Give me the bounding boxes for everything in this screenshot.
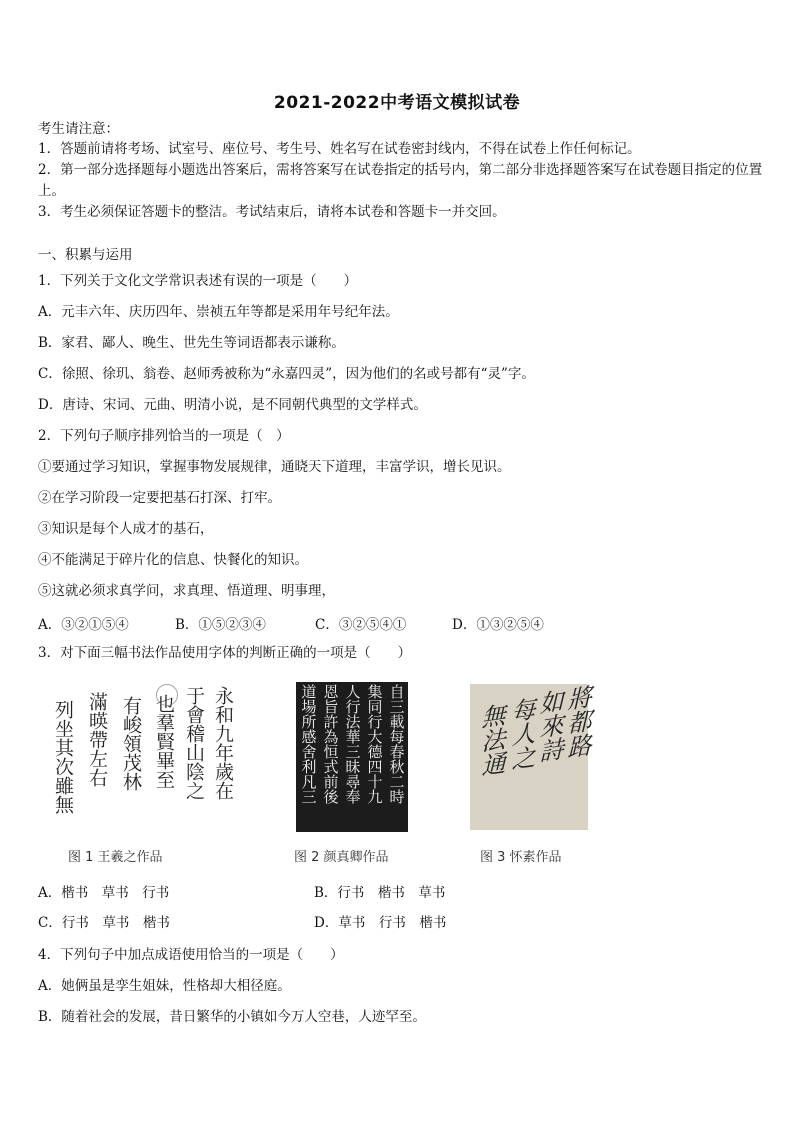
fig2-col-3: 人行法華三昧尋奉 [343, 684, 362, 804]
figure-3-caption: 图 3 怀素作品 [480, 850, 562, 865]
figure-3-calligraphy [470, 684, 591, 830]
q2-sentence-2: ②在学习阶段一定要把基石打深、打牢。 [38, 490, 281, 506]
q2-sentence-5: ⑤这就必须求真学问，求真理、悟道理、明事理， [38, 583, 335, 599]
q1-option-c: C．徐照、徐玑、翁卷、赵师秀被称为“永嘉四灵”，因为他们的名或号都有“灵”字。 [38, 366, 535, 382]
q3-option-c: C．行书 草书 楷书 [38, 915, 170, 931]
q1-stem: 1．下列关于文化文学常识表述有误的一项是（ ） [38, 273, 358, 289]
q4-stem: 4．下列句子中加点成语使用恰当的一项是（ ） [38, 947, 344, 963]
q2-option-a: A．③②①⑤④ [38, 617, 129, 633]
q2-sentence-1: ①要通过学习知识，掌握事物发展规律，通晓天下道理，丰富学识，增长见识。 [38, 459, 511, 475]
fig2-col-2: 集同行大德四十九 [365, 684, 384, 804]
q2-option-b: B．①⑤②③④ [175, 617, 266, 633]
fig3-col-4: 無法通 [477, 702, 505, 778]
q1-option-a: A．元丰六年、庆历四年、崇祯五年等都是采用年号纪年法。 [38, 304, 399, 320]
notice-heading: 考生请注意： [38, 121, 119, 137]
fig1-col-2: 于會稽山陰之 [183, 686, 205, 800]
fig3-col-1: 將都路 [563, 684, 591, 760]
q4-option-b: B．随着社会的发展，昔日繁华的小镇如今万人空巷，人迹罕至。 [38, 1009, 426, 1025]
fig1-col-3: 也羣賢畢至 [153, 694, 175, 789]
fig2-col-5: 道場所感舍利凡三 [299, 684, 318, 804]
exam-title: 2021-2022中考语文模拟试卷 [273, 93, 521, 113]
notice-item-3: 3．考生必须保证答题卡的整洁。考试结束后，请将本试卷和答题卡一并交回。 [38, 204, 506, 220]
fig1-col-5: 滿暎帶左右 [86, 692, 108, 787]
fig1-col-6: 列坐其次雖無 [52, 700, 74, 814]
fig3-col-2: 如來詩 [535, 688, 563, 764]
q1-option-b: B．家君、鄙人、晚生、世先生等词语都表示谦称。 [38, 335, 345, 351]
fig1-col-4: 有峻領茂林 [120, 696, 142, 791]
figure-1-caption: 图 1 王羲之作品 [68, 850, 163, 865]
fig1-col-1: 永和九年歲在 [212, 686, 234, 800]
q3-option-a: A．楷书 草书 行书 [38, 885, 170, 901]
q3-option-b: B．行书 楷书 草书 [314, 885, 446, 901]
figure-1-calligraphy [46, 682, 236, 832]
q2-option-d: D．①③②⑤④ [452, 617, 544, 633]
q2-options [38, 613, 544, 633]
notice-item-1: 1．答题前请将考场、试室号、座位号、考生号、姓名写在试卷密封线内，不得在试卷上作任何标记。 [38, 141, 641, 157]
q1-option-d: D．唐诗、宋词、元曲、明清小说，是不同朝代典型的文学样式。 [38, 397, 427, 413]
q2-sentence-3: ③知识是每个人成才的基石， [38, 521, 214, 537]
section-heading: 一、积累与运用 [38, 247, 133, 263]
q3-stem: 3．对下面三幅书法作品使用字体的判断正确的一项是（ ） [38, 645, 412, 661]
q4-option-a: A．她俩虽是孪生姐妹，性格却大相径庭。 [38, 978, 291, 994]
figure-2-caption: 图 2 颜真卿作品 [294, 850, 389, 865]
seal-stamp [156, 684, 178, 706]
q2-option-c: C．③②⑤④① [315, 617, 407, 633]
notice-item-2: 2．第一部分选择题每小题选出答案后，需将答案写在试卷指定的括号内，第二部分非选择题答案写在试卷题目指定的位置上。 [38, 162, 763, 199]
figure-2-calligraphy [296, 682, 408, 832]
q3-option-d: D．草书 行书 楷书 [314, 915, 447, 931]
q2-sentence-4: ④不能满足于碎片化的信息、快餐化的知识。 [38, 552, 308, 568]
fig3-col-3: 每人之 [507, 696, 535, 772]
fig2-col-1: 自三載每春秋二時 [387, 684, 406, 804]
q2-stem: 2．下列句子顺序排列恰当的一项是（ ） [38, 428, 290, 444]
fig2-col-4: 恩旨許為恒式前後 [321, 684, 340, 804]
